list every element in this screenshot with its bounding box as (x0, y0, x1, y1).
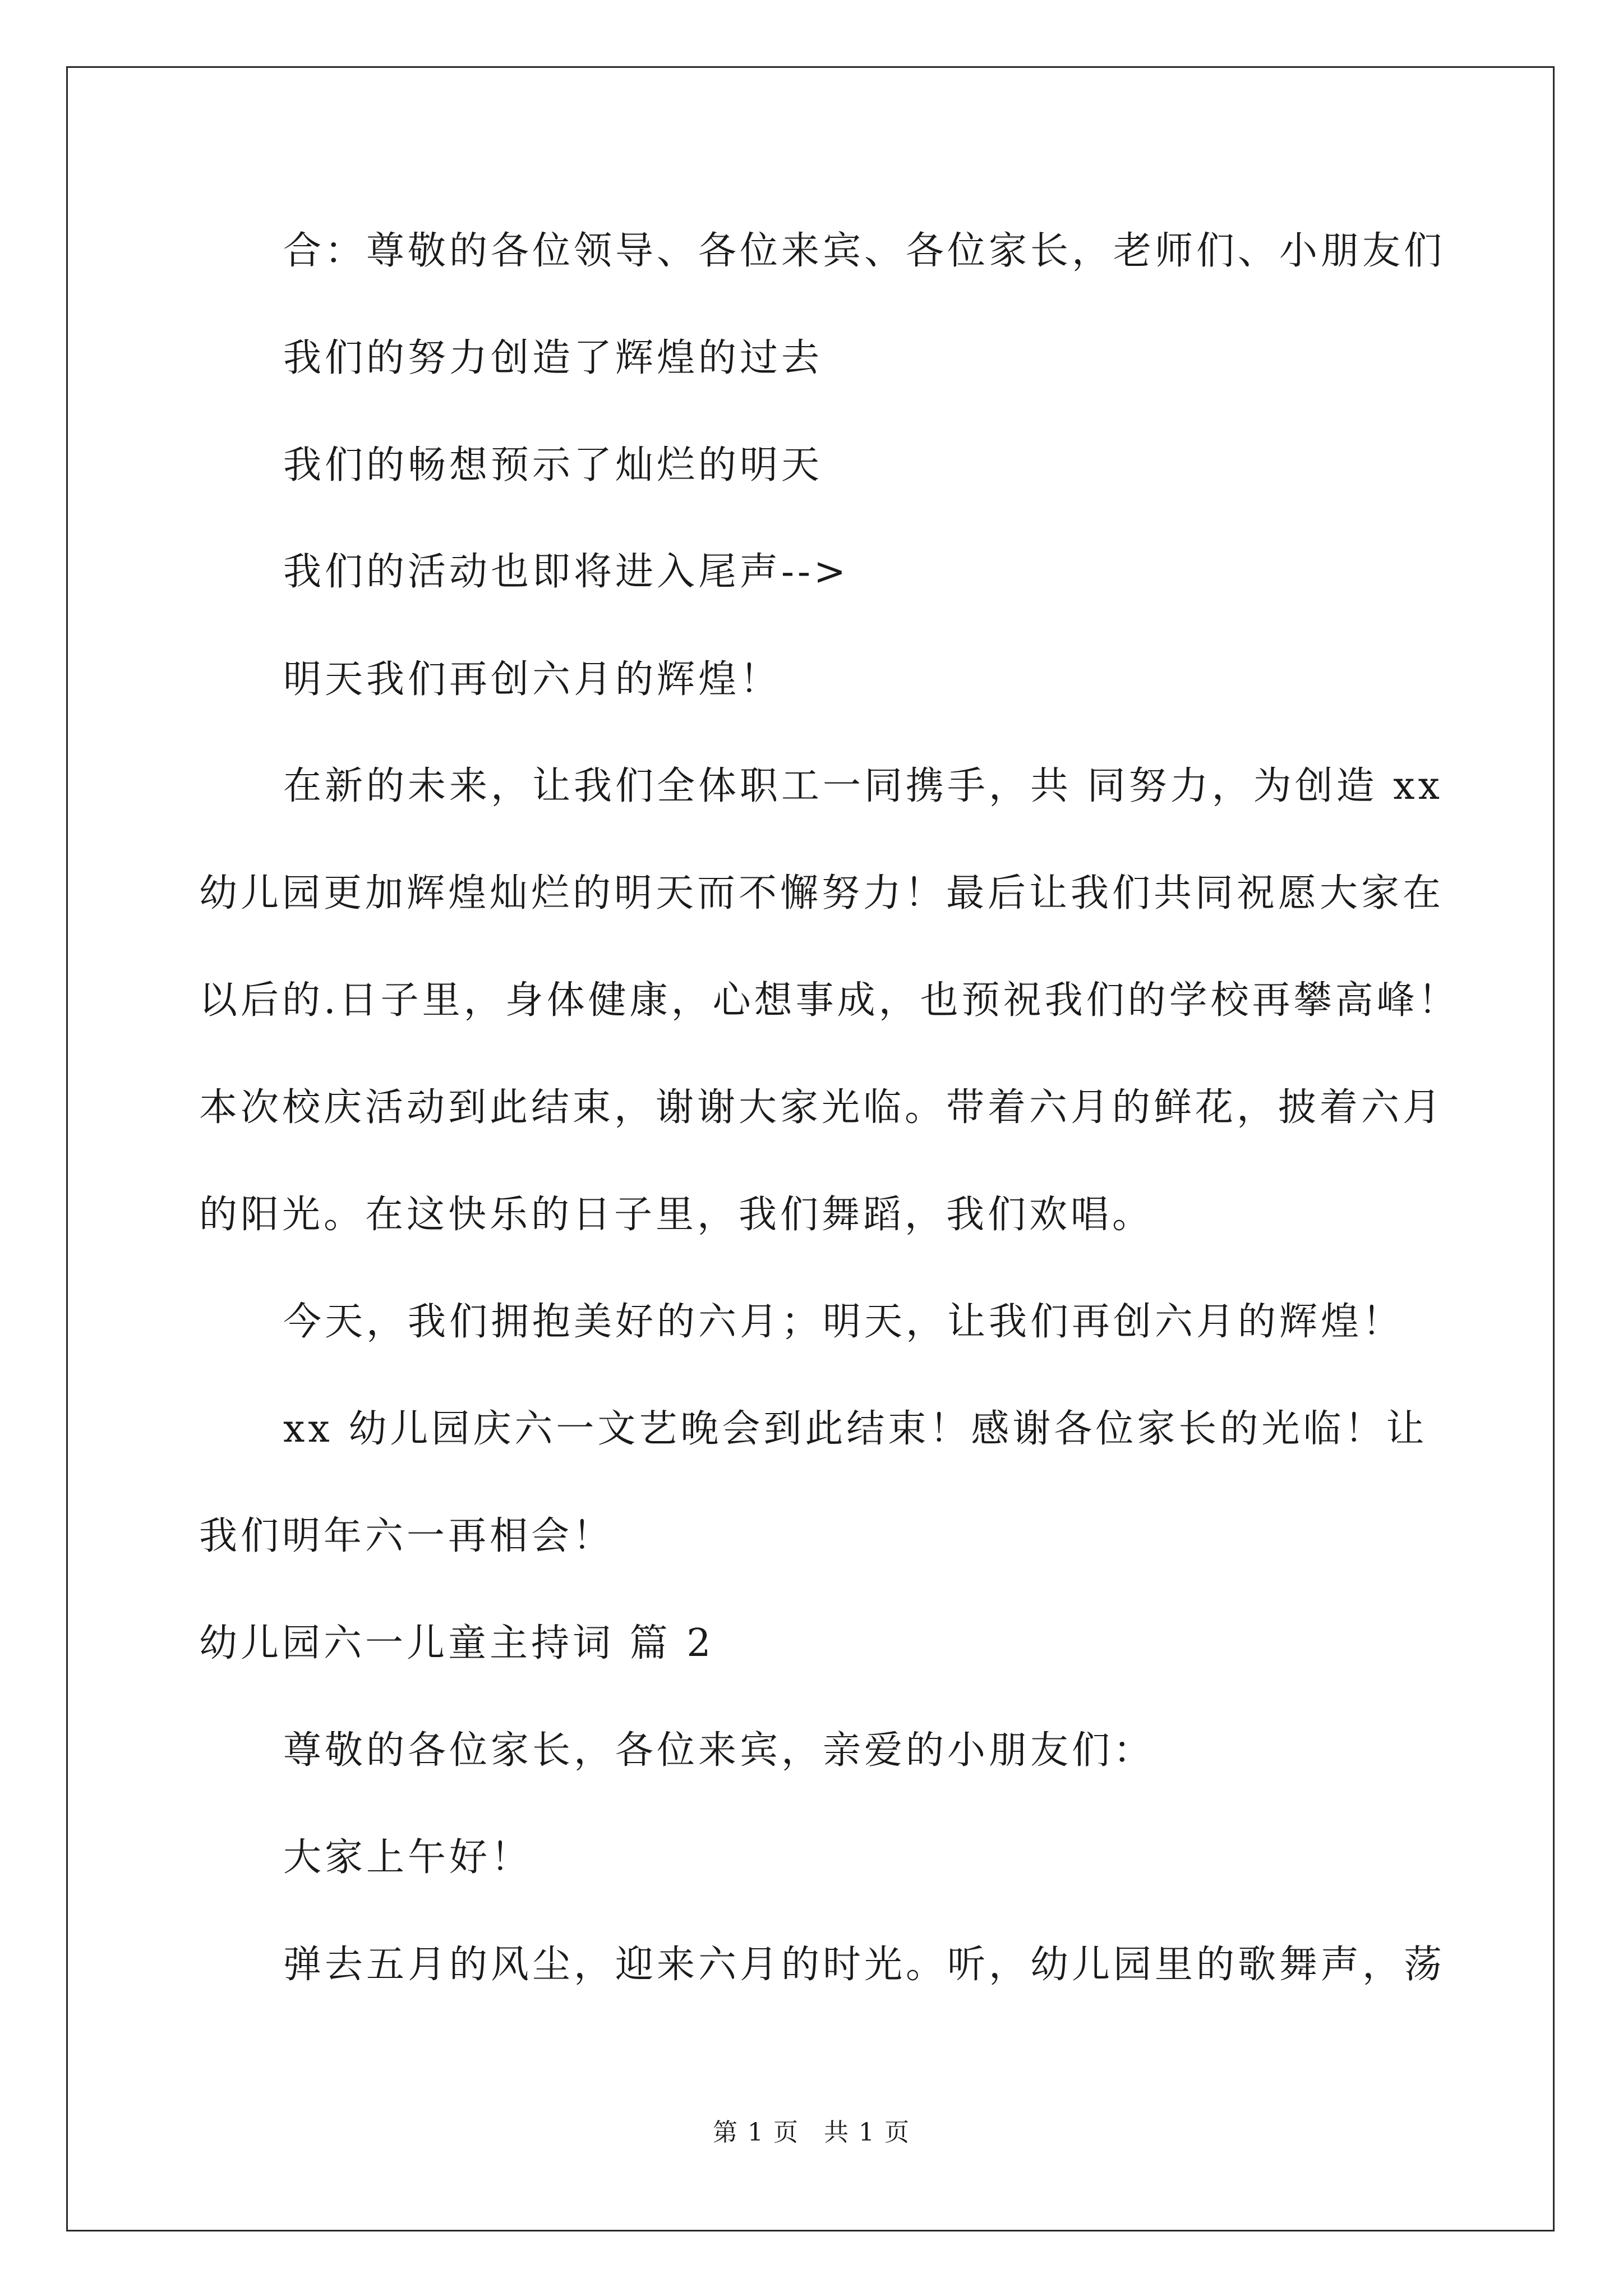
page-total: 共 1 页 (824, 2118, 910, 2147)
page-number: 第 1 页 (713, 2118, 799, 2147)
paragraph-line: 我们的畅想预示了灿烂的明天 (283, 443, 823, 487)
paragraph-line: 以后的.日子里，身体健康，心想事成，也预祝我们的学校再攀高峰！ (199, 978, 1460, 1023)
paragraph-line: 幼儿园更加辉煌灿烂的明天而不懈努力！最后让我们共同祝愿大家在 (199, 871, 1445, 915)
paragraph-line: 我们的努力创造了辉煌的过去 (283, 336, 823, 380)
paragraph-line: 我们明年六一再相会！ (199, 1514, 615, 1558)
paragraph-line: 今天，我们拥抱美好的六月；明天，让我们再创六月的辉煌！ (283, 1300, 1404, 1344)
paragraph-line: 尊敬的各位家长，各位来宾，亲爱的小朋友们： (283, 1728, 1155, 1773)
paragraph-line: 合：尊敬的各位领导、各位来宾、各位家长，老师们、小朋友们 (283, 229, 1446, 273)
paragraph-line: 大家上午好！ (283, 1835, 533, 1880)
paragraph-line: 本次校庆活动到此结束，谢谢大家光临。带着六月的鲜花，披着六月 (199, 1085, 1445, 1130)
paragraph-line: 明天我们再创六月的辉煌！ (283, 657, 782, 702)
paragraph-line: 在新的未来，让我们全体职工一同携手，共 同努力，为创造 xx (283, 764, 1443, 808)
paragraph-line: 的阳光。在这快乐的日子里，我们舞蹈，我们欢唱。 (199, 1193, 1154, 1237)
paragraph-line: xx 幼儿园庆六一文艺晚会到此结束！感谢各位家长的光临！让 (283, 1407, 1428, 1451)
paragraph-line: 我们的活动也即将进入尾声--> (283, 550, 849, 594)
page-footer (0, 2116, 1623, 2150)
paragraph-line: 弹去五月的风尘，迎来六月的时光。听，幼儿园里的歌舞声，荡 (283, 1943, 1446, 1987)
section-heading: 幼儿园六一儿童主持词 篇 2 (199, 1621, 714, 1665)
page-border (66, 66, 1555, 2231)
